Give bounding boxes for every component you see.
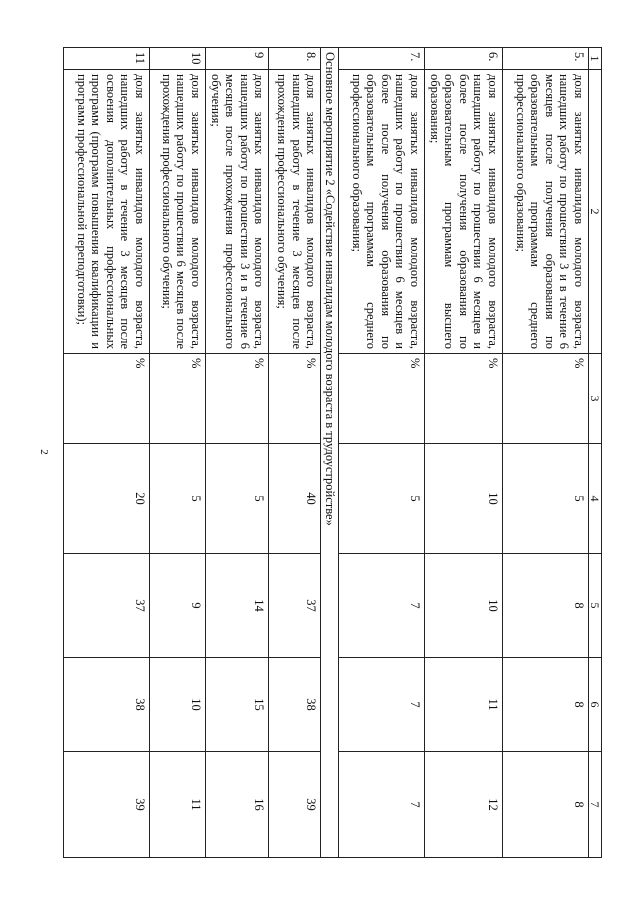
unit-cell: % (64, 354, 150, 444)
header-cell: 7 (589, 752, 602, 858)
header-row (589, 48, 602, 858)
header-cell: 2 (589, 70, 602, 354)
value-cell: 10 (425, 554, 503, 658)
header-cell: 1 (589, 48, 602, 70)
row-number: 6. (425, 48, 503, 70)
section-title: Основное мероприятие 2 «Содействие инвалидам молодого возраста в трудоустройстве» (321, 48, 339, 858)
row-number: 10 (150, 48, 206, 70)
indicator-text: доля занятых инвалидов молодого возраста, нашедших работу в течение 3 месяцев после прохождения профессионального обучения; (269, 70, 321, 354)
value-cell: 12 (425, 752, 503, 858)
value-cell: 9 (150, 554, 206, 658)
value-cell: 20 (64, 444, 150, 554)
value-cell: 37 (269, 554, 321, 658)
value-cell: 11 (425, 658, 503, 752)
value-cell: 11 (150, 752, 206, 858)
row-number: 7. (339, 48, 425, 70)
value-cell: 10 (425, 444, 503, 554)
value-cell: 5 (339, 444, 425, 554)
table-row (64, 48, 150, 858)
unit-cell: % (206, 354, 269, 444)
header-cell: 6 (589, 658, 602, 752)
value-cell: 8 (503, 658, 589, 752)
value-cell: 15 (206, 658, 269, 752)
table-row (503, 48, 589, 858)
value-cell: 7 (339, 658, 425, 752)
unit-cell: % (503, 354, 589, 444)
table-row (206, 48, 269, 858)
page-number: 2 (38, 449, 50, 455)
value-cell: 8 (503, 752, 589, 858)
value-cell: 39 (269, 752, 321, 858)
value-cell: 40 (269, 444, 321, 554)
unit-cell: % (339, 354, 425, 444)
value-cell: 8 (503, 554, 589, 658)
value-cell: 16 (206, 752, 269, 858)
row-number: 8. (269, 48, 321, 70)
unit-cell: % (269, 354, 321, 444)
table-row (269, 48, 321, 858)
value-cell: 7 (339, 554, 425, 658)
row-number: 5. (503, 48, 589, 70)
rotated-table-container (62, 47, 602, 857)
indicator-text: доля занятых инвалидов молодого возраста, нашедших работу по прошествии 3 и в течение 6 месяцев после прохождения профессионального обучения; (206, 70, 269, 354)
table-row (150, 48, 206, 858)
table-row (425, 48, 503, 858)
value-cell: 39 (64, 752, 150, 858)
value-cell: 5 (206, 444, 269, 554)
value-cell: 37 (64, 554, 150, 658)
indicators-table (63, 47, 602, 858)
value-cell: 38 (64, 658, 150, 752)
value-cell: 5 (150, 444, 206, 554)
row-number: 11 (64, 48, 150, 70)
value-cell: 14 (206, 554, 269, 658)
table-row (339, 48, 425, 858)
value-cell: 10 (150, 658, 206, 752)
header-cell: 4 (589, 444, 602, 554)
indicator-text: доля занятых инвалидов молодого возраста, нашедших работу по прошествии 3 и в течение 6 месяцев после получения образования по образовательным программам среднего профессионального образования; (503, 70, 589, 354)
unit-cell: % (425, 354, 503, 444)
value-cell: 38 (269, 658, 321, 752)
indicator-text: доля занятых инвалидов молодого возраста, нашедших работу по прошествии 6 месяцев после прохождения профессионального обучения; (150, 70, 206, 354)
value-cell: 5 (503, 444, 589, 554)
value-cell: 7 (339, 752, 425, 858)
header-cell: 3 (589, 354, 602, 444)
row-number: 9 (206, 48, 269, 70)
header-cell: 5 (589, 554, 602, 658)
indicator-text: доля занятых инвалидов молодого возраста, нашедших работу в течение 3 месяцев после освоения дополнительных профессиональных программ (программ повышения квалификации и программ профессиональной переподготовки); (64, 70, 150, 354)
unit-cell: % (150, 354, 206, 444)
indicator-text: доля занятых инвалидов молодого возраста, нашедших работу по прошествии 6 месяцев и более после получения образования по образовательным программам среднего профессионального образования; (339, 70, 425, 354)
indicator-text: доля занятых инвалидов молодого возраста, нашедших работу по прошествии 6 месяцев и более после получения образования по образовательным программам высшего образования; (425, 70, 503, 354)
section-row (321, 48, 339, 858)
